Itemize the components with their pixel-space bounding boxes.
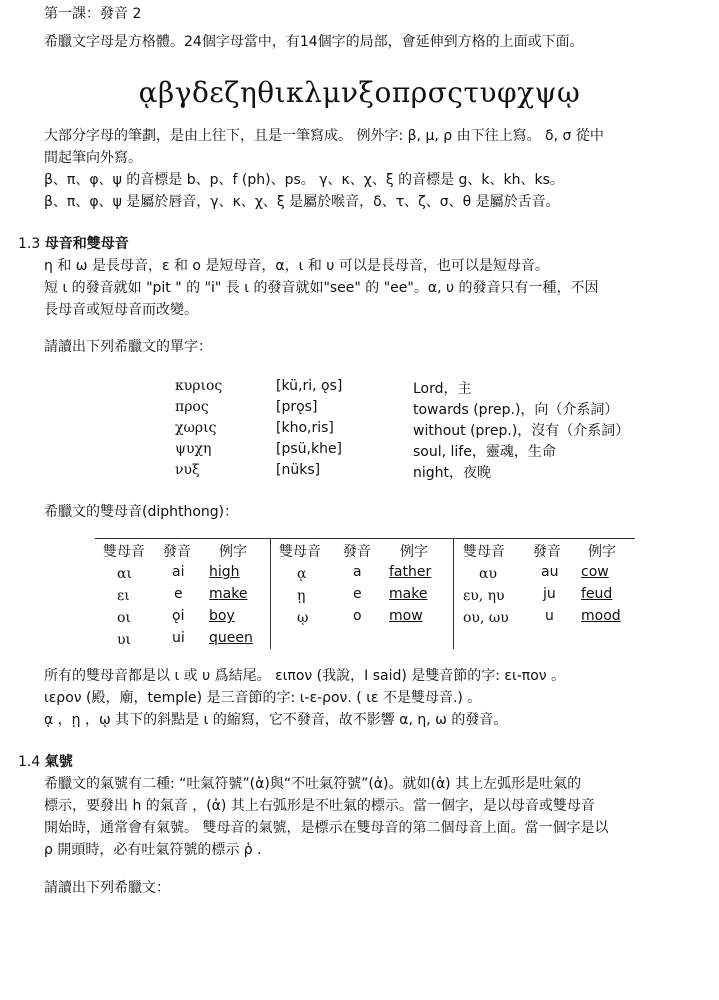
header-sound: 發音 — [533, 544, 561, 560]
header-example: 例字 — [400, 544, 428, 560]
vocab-meaning: night，夜晚 — [413, 465, 492, 481]
breathing-line-3: 開始時，通常會有氣號。 雙母音的氣號，是標示在雙母音的第二個母音上面。當一個字是以 — [44, 820, 609, 836]
vowel-line-3: 長母音或短母音而改變。 — [44, 302, 198, 318]
vocab-pronunciation: [nüks] — [276, 462, 321, 478]
diphthong-note-line-3: ᾳ ，ῃ ，ῳ 其下的斜點是 ι 的縮寫，它不發音，故不影響 α, η, ω 的發音。 — [44, 712, 508, 728]
diphthong-table — [95, 538, 635, 649]
header-diphthong: 雙母音 — [463, 544, 505, 560]
stroke-rule-line-1: 大部分字母的筆劃，是由上往下，且是一筆寫成。 例外字: β, μ, ρ 由下往上寫。 δ, σ 從中 — [44, 128, 604, 144]
section-1-3-heading — [18, 234, 129, 254]
diphthong-cell: ευ, ηυ — [463, 588, 505, 604]
sound-cell: ai — [172, 564, 185, 580]
example-cell: high — [209, 564, 240, 580]
read-words-prompt: 請讀出下列希臘文的單字： — [44, 339, 212, 355]
breathing-line-2: 標示，要發出 h 的氣音 ，(ἀ) 其上右弧形是不吐氣的標示。當一個字，是以母音或雙母音 — [44, 798, 595, 814]
diphthong-cell: ει — [117, 588, 130, 604]
vocab-greek: χωρις — [175, 420, 217, 436]
example-cell: queen — [209, 630, 253, 646]
stroke-rule-line-2: 間起筆向外寫。 — [44, 150, 142, 166]
vocab-greek: νυξ — [175, 462, 200, 478]
sound-marks-line-2: β、π、φ、ψ 是屬於唇音，γ、κ、χ、ξ 是屬於喉音，δ、τ、ζ、σ、θ 是屬於舌音。 — [44, 194, 560, 210]
vowel-line-1: η 和 ω 是長母音，ε 和 ο 是短母音，α，ι 和 υ 可以是長母音，也可以是短母音。 — [44, 258, 549, 274]
diphthong-cell: ου, ωυ — [463, 610, 509, 626]
sound-cell: ui — [172, 630, 185, 646]
sound-cell: u — [545, 608, 554, 624]
vocab-greek: κυριος — [175, 378, 223, 394]
sound-cell: ǫi — [172, 608, 185, 624]
breathing-line-4: ρ 開頭時，必有吐氣符號的標示 ῥ . — [44, 842, 262, 858]
column-divider — [270, 539, 271, 649]
header-example: 例字 — [588, 544, 616, 560]
vocab-pronunciation: [psü,khe] — [276, 441, 343, 457]
vocab-pronunciation: [kho,ris] — [276, 420, 334, 436]
sound-cell: e — [174, 586, 183, 602]
vocab-pronunciation: [kü,ri, ǫs] — [276, 378, 343, 394]
example-cell: feud — [581, 586, 613, 602]
column-divider — [453, 539, 454, 649]
example-cell: cow — [581, 564, 609, 580]
breathing-line-1: 希臘文的氣號有二種: “吐氣符號”(ἁ)與“不吐氣符號”(ἀ)。就如(ἁ) 其上左弧形是吐氣的 — [44, 776, 582, 792]
section-title: 氣號 — [44, 754, 73, 770]
example-cell: mood — [581, 608, 621, 624]
header-example: 例字 — [219, 544, 247, 560]
vowel-line-2: 短 ι 的發音就如 "pit " 的 "i" 長 ι 的發音就如"see" 的 "ee"。α, υ 的發音只有一種，不因 — [44, 280, 599, 296]
diphthong-cell: υι — [117, 632, 131, 648]
section-title: 母音和雙母音 — [44, 236, 129, 252]
sound-cell: ju — [543, 586, 556, 602]
diphthong-note-line-2: ιερον (殿，廟，temple) 是三音節的字: ι-ε-ρον. ( ιε 不是雙母音.) 。 — [44, 690, 482, 706]
example-cell: boy — [209, 608, 235, 624]
diphthong-cell: αι — [117, 566, 132, 582]
vocab-pronunciation: [prǫs] — [276, 399, 318, 415]
example-cell: make — [389, 586, 428, 602]
vocab-meaning: towards (prep.)，向（介系詞） — [413, 402, 619, 418]
header-sound: 發音 — [343, 544, 371, 560]
intro-text: 希臘文字母是方格體。24個字母當中，有14個字的局部，會延伸到方格的上面或下面。 — [44, 34, 584, 50]
diphthong-cell: οι — [117, 610, 131, 626]
vocab-meaning: soul, life，靈魂，生命 — [413, 444, 556, 460]
sound-cell: a — [353, 564, 362, 580]
diphthong-cell: ῃ — [297, 588, 306, 604]
diphthong-note-line-1: 所有的雙母音都是以 ι 或 υ 爲結尾。 ειπον (我說，I said) 是雙音節的字: ει-πον 。 — [44, 668, 566, 684]
header-diphthong: 雙母音 — [279, 544, 321, 560]
sound-cell: o — [353, 608, 362, 624]
diphthong-prompt: 希臘文的雙母音(diphthong)： — [44, 504, 239, 520]
header-sound: 發音 — [163, 544, 191, 560]
example-cell: mow — [389, 608, 423, 624]
greek-alphabet: ᾳβγδεζηθικλμνξοπρσςτυφχψῳ — [138, 76, 581, 109]
sound-marks-line-1: β、π、φ、ψ 的音標是 b、p、f (ph)、ps。 γ、κ、χ、ξ 的音標是 g、k、kh、ks。 — [44, 172, 564, 188]
header-diphthong: 雙母音 — [103, 544, 145, 560]
example-cell: make — [209, 586, 248, 602]
vocab-greek: προς — [175, 399, 209, 415]
vocab-meaning: without (prep.)，沒有（介系詞） — [413, 423, 630, 439]
diphthong-cell: αυ — [479, 566, 497, 582]
section-number: 1.3 — [18, 236, 41, 252]
diphthong-cell: ᾳ — [297, 566, 307, 582]
sound-cell: au — [541, 564, 559, 580]
lesson-title: 第一課：發音 2 — [44, 6, 142, 22]
diphthong-cell: ῳ — [297, 610, 309, 626]
vocab-meaning: Lord，主 — [413, 381, 472, 397]
read-text-prompt: 請讀出下列希臘文： — [44, 880, 170, 896]
vocab-greek: ψυχη — [175, 441, 212, 457]
sound-cell: e — [353, 586, 362, 602]
section-1-4-heading — [18, 752, 73, 772]
section-number: 1.4 — [18, 754, 41, 770]
example-cell: father — [389, 564, 432, 580]
